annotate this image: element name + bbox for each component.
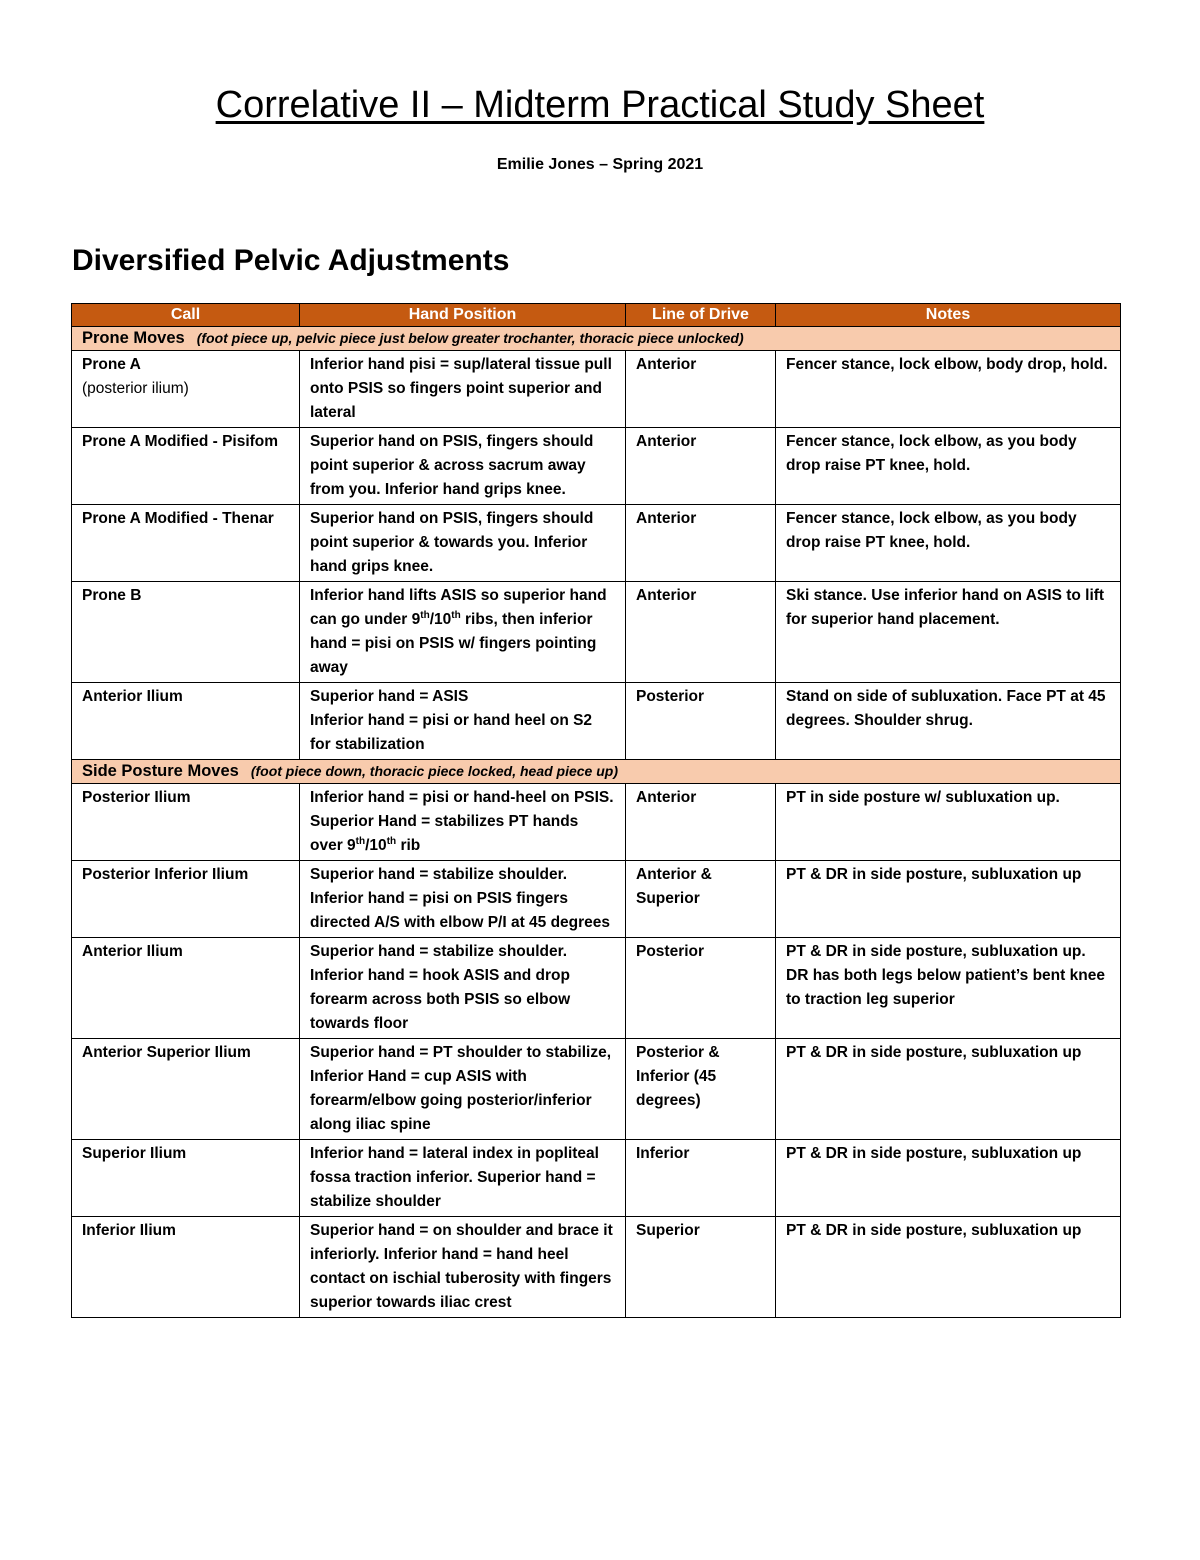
notes-cell: PT in side posture w/ subluxation up. [776,784,1121,861]
pelvic-adjustments-table [71,303,1121,1318]
call-cell [72,784,300,861]
ordinal-suffix: th [451,609,461,621]
header-call: Call [72,304,300,327]
line-of-drive-cell: Posterior [626,683,776,760]
table-row [72,505,1121,582]
table-row [72,784,1121,861]
header-hand-position: Hand Position [300,304,626,327]
line-of-drive-cell: Anterior [626,582,776,683]
hand-position-cell [300,582,626,683]
call-cell [72,1039,300,1140]
table-row [72,1039,1121,1140]
group-name: Side Posture Moves [82,762,239,780]
call-cell [72,351,300,428]
table-row [72,938,1121,1039]
hand-position-text: Superior hand = ASIS [310,688,469,705]
notes-cell: Stand on side of subluxation. Face PT at 45 degrees. Shoulder shrug. [776,683,1121,760]
group-name: Prone Moves [82,329,185,347]
hand-position-text: rib [396,837,421,854]
hand-position-text: Superior hand = on shoulder and brace it inferiorly. Inferior hand = hand heel contact on ischial tuberosity with fingers superior towards iliac crest [310,1222,613,1311]
table-row [72,428,1121,505]
line-of-drive-cell: Inferior [626,1140,776,1217]
call-cell [72,683,300,760]
call-cell [72,582,300,683]
table-row [72,683,1121,760]
hand-position-text: /10 [429,611,452,628]
line-of-drive-cell: Posterior [626,938,776,1039]
hand-position-text: ribs, then inferior hand = pisi on PSIS w/ fingers pointing away [310,611,597,676]
hand-position-text: Inferior hand = pisi or hand-heel on PSIS. Superior Hand = stabilizes PT hands over 9 [310,789,614,854]
call-label: Prone A Modified - Pisifom [82,433,279,450]
call-cell [72,505,300,582]
table-row [72,861,1121,938]
author-line: Emilie Jones – Spring 2021 [496,156,704,173]
call-label: Prone A [82,356,141,373]
call-label: Anterior Ilium [82,688,183,705]
hand-position-cell [300,1039,626,1140]
hand-position-text: Inferior hand = lateral index in popliteal fossa traction inferior. Superior hand = stabilize shoulder [310,1145,599,1210]
call-cell [72,1140,300,1217]
table-header-row [72,304,1121,327]
notes-cell: Ski stance. Use inferior hand on ASIS to lift for superior hand placement. [776,582,1121,683]
group-row [72,760,1121,784]
group-note: (foot piece up, pelvic piece just below greater trochanter, thoracic piece unlocked) [196,330,744,346]
line-of-drive-cell: Anterior [626,505,776,582]
hand-position-cell [300,1140,626,1217]
notes-cell: PT & DR in side posture, subluxation up [776,861,1121,938]
hand-position-cell [300,938,626,1039]
line-of-drive-cell: Anterior [626,784,776,861]
page-title: Correlative II – Midterm Practical Study Sheet [215,84,985,126]
group-note: (foot piece down, thoracic piece locked, head piece up) [250,763,618,779]
notes-cell: PT & DR in side posture, subluxation up [776,1140,1121,1217]
hand-position-text: Inferior hand lifts ASIS so superior hand can go under 9 [310,587,607,628]
notes-cell: Fencer stance, lock elbow, body drop, hold. [776,351,1121,428]
table-row [72,582,1121,683]
line-of-drive-cell: Anterior & Superior [626,861,776,938]
hand-position-cell [300,683,626,760]
hand-position-cell [300,351,626,428]
call-label: Prone A Modified - Thenar [82,510,274,527]
hand-position-cell [300,428,626,505]
hand-position-text: Inferior hand pisi = sup/lateral tissue pull onto PSIS so fingers point superior and lateral [310,356,612,421]
hand-position-text: Superior hand = stabilize shoulder. Inferior hand = pisi on PSIS fingers directed A/S with elbow P/I at 45 degrees [310,866,611,931]
hand-position-cell [300,1217,626,1318]
line-of-drive-cell: Anterior [626,428,776,505]
notes-cell: PT & DR in side posture, subluxation up. DR has both legs below patient’s bent knee to traction leg superior [776,938,1121,1039]
table-row [72,1217,1121,1318]
ordinal-suffix: th [355,835,366,847]
line-of-drive-cell: Anterior [626,351,776,428]
call-label: Prone B [82,587,142,604]
section-heading: Diversified Pelvic Adjustments [72,244,510,277]
call-label: Posterior Ilium [82,789,191,806]
hand-position-cell [300,861,626,938]
hand-position-text: Superior hand = PT shoulder to stabilize, Inferior Hand = cup ASIS with forearm/elbow going posterior/inferior along iliac spine [310,1044,612,1133]
call-cell [72,1217,300,1318]
call-cell [72,938,300,1039]
ordinal-suffix: th [386,835,397,847]
notes-cell: Fencer stance, lock elbow, as you body drop raise PT knee, hold. [776,505,1121,582]
table-row [72,351,1121,428]
header-line-of-drive: Line of Drive [626,304,776,327]
call-cell [72,861,300,938]
call-label: Inferior Ilium [82,1222,176,1239]
call-sublabel: (posterior ilium) [82,380,189,397]
hand-position-text: Superior hand = stabilize shoulder. Inferior hand = hook ASIS and drop forearm across both PSIS so elbow towards floor [310,943,571,1032]
call-label: Anterior Ilium [82,943,183,960]
line-of-drive-cell: Posterior & Inferior (45 degrees) [626,1039,776,1140]
call-label: Superior Ilium [82,1145,187,1162]
notes-cell: PT & DR in side posture, subluxation up [776,1039,1121,1140]
notes-cell: PT & DR in side posture, subluxation up [776,1217,1121,1318]
ordinal-suffix: th [420,609,430,621]
hand-position-text: Superior hand on PSIS, fingers should point superior & across sacrum away from you. Inferior hand grips knee. [310,433,594,498]
notes-cell: Fencer stance, lock elbow, as you body drop raise PT knee, hold. [776,428,1121,505]
hand-position-text-line2: Inferior hand = pisi or hand heel on S2 for stabilization [310,712,593,753]
group-cell [72,760,1121,784]
hand-position-text: /10 [365,837,387,854]
hand-position-cell [300,784,626,861]
hand-position-text: Superior hand on PSIS, fingers should point superior & towards you. Inferior hand grips knee. [310,510,594,575]
header-notes: Notes [776,304,1121,327]
call-cell [72,428,300,505]
hand-position-cell [300,505,626,582]
line-of-drive-cell: Superior [626,1217,776,1318]
call-label: Posterior Inferior Ilium [82,866,249,883]
call-label: Anterior Superior Ilium [82,1044,251,1061]
table-row [72,1140,1121,1217]
group-cell [72,327,1121,351]
group-row [72,327,1121,351]
